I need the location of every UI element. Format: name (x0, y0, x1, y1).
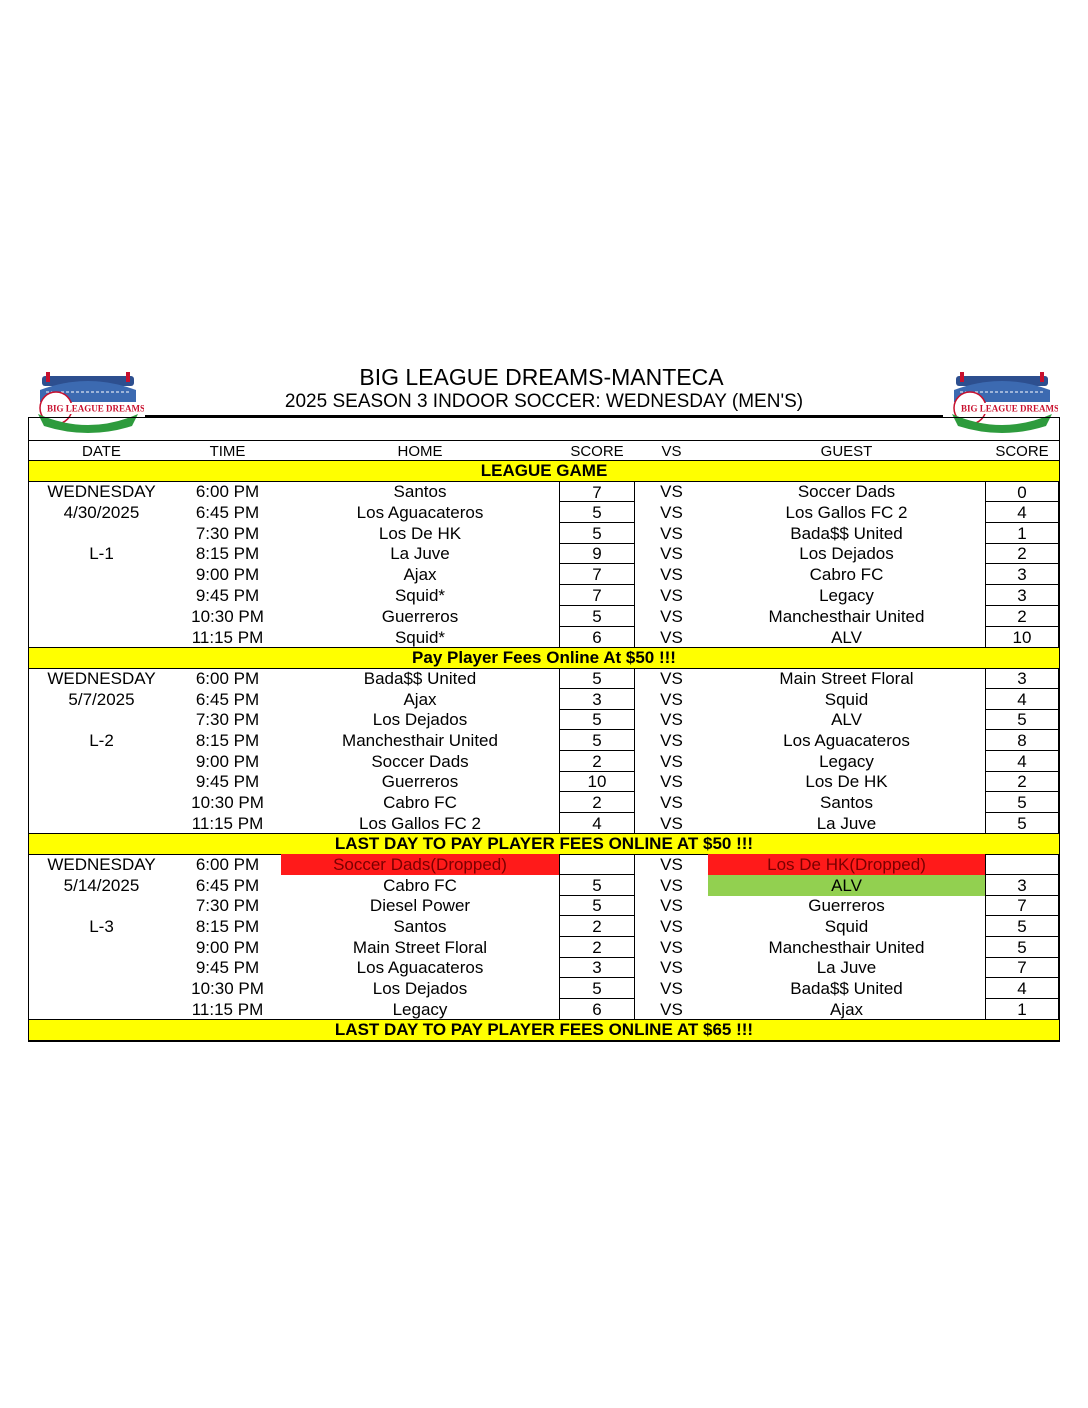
home-team: Diesel Power (369, 896, 471, 915)
guest-team: Main Street Floral (779, 669, 914, 688)
game-time: 10:30 PM (191, 607, 264, 626)
game-time: 6:45 PM (195, 503, 260, 522)
column-header-row (29, 441, 1059, 462)
home-score: 6 (559, 999, 635, 1020)
vs-label: VS (660, 690, 683, 709)
home-team-dropped: Soccer Dads(Dropped) (281, 854, 559, 875)
home-team: Los Aguacateros (356, 958, 484, 977)
guest-team: Legacy (819, 752, 874, 771)
home-score: 5 (559, 895, 635, 916)
home-team: Soccer Dads (371, 752, 469, 771)
game-time: 11:15 PM (191, 814, 264, 833)
guest-team: Ajax (829, 1000, 864, 1019)
table-row (29, 895, 1059, 916)
vs-label: VS (660, 938, 683, 957)
game-time: 6:45 PM (195, 876, 260, 895)
table-row (29, 668, 1059, 689)
table-row (29, 523, 1059, 544)
guest-score: 8 (985, 730, 1059, 751)
guest-score: 5 (985, 709, 1059, 730)
guest-team: Los De HK (805, 772, 888, 791)
home-team: Ajax (403, 690, 437, 709)
game-time: 10:30 PM (191, 793, 264, 812)
home-team: Santos (393, 917, 447, 936)
home-team: Los Dejados (372, 710, 468, 729)
game-time: 7:30 PM (195, 896, 260, 915)
home-team: Legacy (392, 1000, 448, 1019)
vs-label: VS (660, 793, 683, 812)
home-team: Manchesthair United (342, 731, 498, 750)
table-row (29, 978, 1059, 999)
table-row (29, 999, 1059, 1020)
vs-label: VS (660, 669, 683, 688)
guest-score: 3 (985, 875, 1059, 896)
guest-score: 4 (985, 689, 1059, 710)
vs-label: VS (660, 710, 683, 729)
week-day: WEDNESDAY (47, 855, 156, 874)
guest-score: 2 (985, 543, 1059, 564)
home-team: Los Dejados (372, 979, 468, 998)
guest-team-highlighted: ALV (708, 875, 985, 896)
guest-score: 1 (985, 523, 1059, 544)
banner-league-game: LEAGUE GAME (29, 460, 1059, 482)
guest-score: 4 (985, 502, 1059, 523)
guest-team: Guerreros (808, 896, 885, 915)
game-time: 6:00 PM (195, 482, 260, 501)
week-date: 5/7/2025 (68, 690, 135, 709)
week-day: WEDNESDAY (47, 482, 156, 501)
game-time: 10:30 PM (191, 979, 264, 998)
home-score: 5 (559, 523, 635, 544)
home-score: 5 (559, 978, 635, 999)
home-score: 7 (559, 585, 635, 606)
home-team: La Juve (390, 544, 450, 563)
guest-team: Los Dejados (799, 544, 894, 563)
table-row (29, 751, 1059, 772)
home-team: Guerreros (381, 772, 459, 791)
vs-label: VS (660, 896, 683, 915)
table-row (29, 730, 1059, 751)
home-team: Squid* (394, 586, 446, 605)
column-header-guest-score: SCORE (995, 443, 1049, 460)
game-time: 9:00 PM (195, 565, 260, 584)
league-label: L-1 (89, 544, 114, 563)
home-score: 10 (559, 771, 635, 792)
game-time: 8:15 PM (195, 731, 260, 750)
home-score (559, 854, 635, 875)
vs-label: VS (660, 1000, 683, 1019)
guest-team: Los Gallos FC 2 (785, 503, 908, 522)
guest-score: 1 (985, 999, 1059, 1020)
banner-last-day-65: LAST DAY TO PAY PLAYER FEES ONLINE AT $65 !!! (29, 1019, 1059, 1041)
table-row (29, 916, 1059, 937)
league-label: L-3 (89, 917, 114, 936)
vs-label: VS (660, 731, 683, 750)
guest-team: Legacy (819, 586, 874, 605)
game-time: 6:45 PM (195, 690, 260, 709)
home-score: 3 (559, 689, 635, 710)
game-time: 9:45 PM (195, 586, 260, 605)
vs-label: VS (660, 565, 683, 584)
vs-label: VS (660, 628, 683, 647)
guest-team: Los Aguacateros (783, 731, 910, 750)
vs-label: VS (660, 855, 683, 874)
vs-label: VS (660, 958, 683, 977)
home-score: 7 (559, 564, 635, 585)
game-time: 8:15 PM (195, 917, 260, 936)
column-header-home: HOME (397, 443, 443, 460)
table-row (29, 813, 1059, 834)
table-row (29, 481, 1059, 502)
table-row (29, 564, 1059, 585)
table-row (29, 543, 1059, 564)
home-score: 6 (559, 627, 635, 648)
vs-label: VS (660, 876, 683, 895)
guest-team: Santos (820, 793, 873, 812)
game-time: 9:45 PM (195, 772, 260, 791)
guest-team-dropped: Los De HK(Dropped) (708, 854, 985, 875)
guest-score: 5 (985, 813, 1059, 834)
logo-text: BIG LEAGUE DREAMS (960, 403, 1058, 414)
home-score: 2 (559, 937, 635, 958)
home-team: Los Gallos FC 2 (359, 814, 481, 833)
guest-score: 0 (985, 481, 1059, 502)
guest-team: Squid (824, 917, 869, 936)
guest-team: Cabro FC (809, 565, 884, 584)
guest-score: 10 (985, 627, 1059, 648)
home-team: Los De HK (378, 524, 462, 543)
table-row (29, 854, 1059, 875)
guest-team: Manchesthair United (768, 938, 925, 957)
game-time: 9:45 PM (195, 958, 260, 977)
week-date: 5/14/2025 (63, 876, 140, 895)
page-title: BIG LEAGUE DREAMS-MANTECA (359, 364, 724, 390)
guest-score: 3 (985, 668, 1059, 689)
game-time: 11:15 PM (191, 1000, 264, 1019)
vs-label: VS (660, 772, 683, 791)
table-row (29, 957, 1059, 978)
home-score: 2 (559, 792, 635, 813)
vs-label: VS (660, 979, 683, 998)
guest-team: Soccer Dads (797, 482, 896, 501)
table-row (29, 771, 1059, 792)
guest-score: 4 (985, 978, 1059, 999)
guest-team: Bada$$ United (790, 979, 903, 998)
home-team: Bada$$ United (363, 669, 477, 688)
game-time: 9:00 PM (195, 938, 260, 957)
home-score: 2 (559, 751, 635, 772)
guest-score: 5 (985, 937, 1059, 958)
guest-team: Bada$$ United (790, 524, 903, 543)
guest-team: ALV (831, 628, 862, 647)
vs-label: VS (660, 524, 683, 543)
game-time: 11:15 PM (191, 628, 264, 647)
table-row (29, 792, 1059, 813)
home-team: Cabro FC (383, 876, 457, 895)
home-team: Santos (393, 482, 447, 501)
guest-score (985, 854, 1059, 875)
guest-team: ALV (831, 710, 862, 729)
home-score: 5 (559, 502, 635, 523)
guest-score: 3 (985, 585, 1059, 606)
game-time: 8:15 PM (195, 544, 260, 563)
home-score: 3 (559, 957, 635, 978)
home-score: 5 (559, 730, 635, 751)
guest-team: Squid (824, 690, 869, 709)
home-score: 5 (559, 709, 635, 730)
column-header-date: DATE (82, 443, 121, 460)
vs-label: VS (660, 752, 683, 771)
home-team: Squid* (394, 628, 446, 647)
guest-score: 2 (985, 606, 1059, 627)
table-row (29, 875, 1059, 896)
banner-last-day-50: LAST DAY TO PAY PLAYER FEES ONLINE AT $50 !!! (29, 833, 1059, 855)
table-row (29, 585, 1059, 606)
table-row (29, 606, 1059, 627)
home-team: Ajax (403, 565, 437, 584)
game-time: 7:30 PM (195, 524, 260, 543)
guest-score: 2 (985, 771, 1059, 792)
guest-team: Manchesthair United (768, 607, 925, 626)
table-row (29, 709, 1059, 730)
column-header-guest: GUEST (820, 443, 873, 460)
vs-label: VS (660, 586, 683, 605)
game-time: 6:00 PM (195, 855, 260, 874)
guest-team: La Juve (816, 814, 877, 833)
guest-score: 7 (985, 895, 1059, 916)
home-score: 5 (559, 668, 635, 689)
vs-label: VS (660, 503, 683, 522)
home-score: 2 (559, 916, 635, 937)
home-score: 9 (559, 543, 635, 564)
game-time: 9:00 PM (195, 752, 260, 771)
home-team: Guerreros (381, 607, 459, 626)
guest-score: 5 (985, 916, 1059, 937)
column-header-home-score: SCORE (570, 443, 624, 460)
column-header-time: TIME (209, 443, 246, 460)
guest-score: 4 (985, 751, 1059, 772)
vs-label: VS (660, 607, 683, 626)
table-row (29, 689, 1059, 710)
guest-team: La Juve (816, 958, 877, 977)
week-date: 4/30/2025 (63, 503, 140, 522)
guest-score: 5 (985, 792, 1059, 813)
page-subtitle: 2025 SEASON 3 INDOOR SOCCER: WEDNESDAY (MEN'S) (284, 391, 804, 412)
banner-pay-fees: Pay Player Fees Online At $50 !!! (29, 647, 1059, 669)
vs-label: VS (660, 814, 683, 833)
vs-label: VS (660, 544, 683, 563)
table-row (29, 937, 1059, 958)
home-team: Los Aguacateros (356, 503, 484, 522)
home-team: Cabro FC (383, 793, 457, 812)
week-day: WEDNESDAY (47, 669, 156, 688)
vs-label: VS (660, 482, 683, 501)
home-team: Main Street Floral (352, 938, 488, 957)
table-row (29, 627, 1059, 648)
game-time: 6:00 PM (195, 669, 260, 688)
guest-score: 3 (985, 564, 1059, 585)
logo-text: BIG LEAGUE DREAMS (46, 403, 144, 414)
home-score: 5 (559, 606, 635, 627)
table-row (29, 502, 1059, 523)
column-header-vs: VS (661, 443, 682, 460)
league-label: L-2 (89, 731, 114, 750)
home-score: 4 (559, 813, 635, 834)
vs-label: VS (660, 917, 683, 936)
game-time: 7:30 PM (195, 710, 260, 729)
guest-score: 7 (985, 957, 1059, 978)
home-score: 5 (559, 875, 635, 896)
home-score: 7 (559, 481, 635, 502)
